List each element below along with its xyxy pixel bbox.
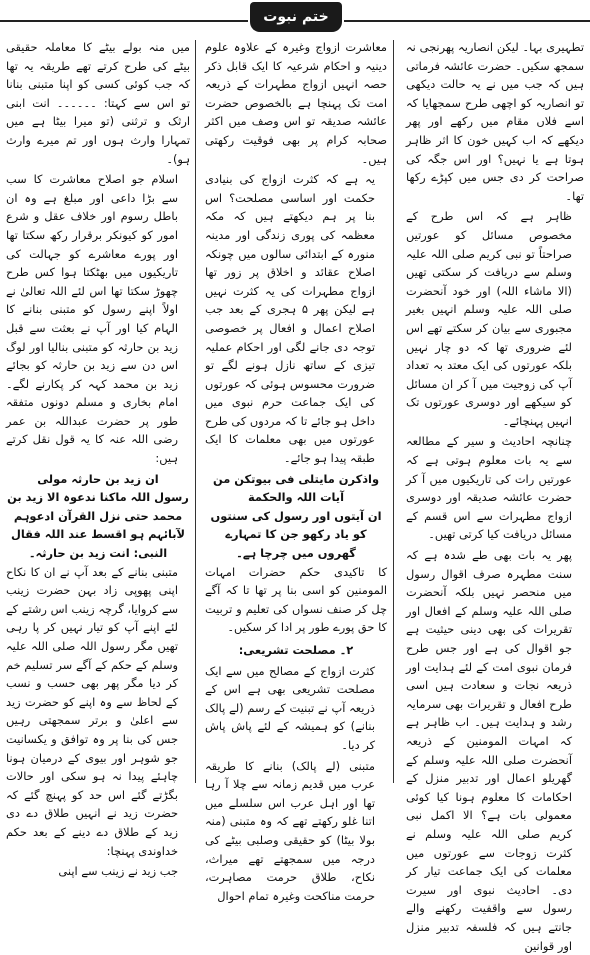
logo-text: ختم نبوت — [263, 9, 329, 25]
paragraph: کا تاکیدی حکم حضرات امہات المومنین کو اسی بنا پر تھا تا کہ آگے چل کر صنف نسواں کی تعلیم و تربیت کا حق پورے طور پر ادا کر سکیں۔ — [205, 564, 387, 635]
arabic-quote-line: لآبائہم ہو اقسط عند اللہ فقال — [10, 527, 186, 542]
page-header — [0, 0, 590, 36]
header-rule-left — [0, 20, 248, 22]
paragraph: متبنی (لے پالک) بنانے کا طریقہ عرب میں قدیم زمانہ سے چلا آ رہا تھا اور اہل عرب اس سلسلے میں اتنا غلو رکھتے تھے کہ وہ متبنی (منہ بولا بیٹا) کو حقیقی وصلبی بیٹے کی درجہ میں سمجھتے تھے میراث، نکاح، طلاق حرمت مصاہرت، حرمت مناکحت وغیرہ تمام احوال — [205, 758, 375, 903]
paragraph: چنانچہ احادیث و سیر کے مطالعہ سے یہ بات معلوم ہوتی ہے کہ عورتیں رات کی تاریکیوں میں آ کر حضرت عائشہ صدیقہ اور دوسری ازواج مطہرات سے اس قسم کے مسائل دریافت کیا کرتی تھیں۔ — [406, 434, 572, 542]
arabic-quote-line: ان زید بن حارثہ مولی — [37, 471, 159, 486]
paragraph: اسلام جو اصلاح معاشرت کا سب سے بڑا داعی اور مبلغ ہے وہ ان باطل رسوم اور خلاف عقل و شرع امور کو کیونکر برقرار رکھ سکتا تھا اور پورے معاشرے کو جہالت کی تاریکیوں میں بھٹکتا ہوا کس طرح چھوڑ سکتا تھا اس لئے اللہ تعالیٰ نے اولاً اپنے رسول کو متبنی بنانے کا الہام کیا اور آپ نے بعثت سے قبل زید بن حارثہ کو متبنی بنالیا اور لوگ اس دن سے زید بن حارثہ کو بجائے زید بن محمد کہہ کر پکارنے لگے۔ امام بخاری و مسلم دونوں متفقہ طور پر حضرت عبداللہ بن عمر رضی اللہ عنہ کا یہ قول نقل کرتے ہیں: — [6, 172, 178, 466]
paragraph: میں منہ بولے بیٹے کا معاملہ حقیقی بیٹے کی طرح کرتے تھے طریقہ یہ تھا کہ جب کوئی کسی کو اپنا متبنی بنانا تو اس سے کہتا: ۔۔۔۔۔۔ انت ابنی ارثک و ترثنی (تو میرا بیٹا ہے میں تمہارا وارث ہوں اور تم میرے وارث ہو)۔ — [6, 40, 190, 166]
paragraph: کثرت ازواج کے مصالح میں سے ایک مصلحت تشریعی بھی ہے اس کے ذریعہ آپ نے تبنیت کے رسم (لے پالک بنانے) کو ہمیشہ کے لئے پاش پاش کر دیا۔ — [205, 663, 375, 752]
quran-quote: واذکرن مایتلی فی بیوتکن من آیات اللہ والحکمة — [212, 471, 380, 505]
paragraph: یہ ہے کہ کثرت ازواج کی بنیادی حکمت اور اساسی مصلحت؟ اس بنا پر ہم دیکھتے ہیں کہ مکہ معظمہ کی پوری زندگی اور مدینہ منورہ کے ابتدائی سالوں میں چونکہ اصلاح عقائد و اخلاق پر زور تھا ازواج مطہرات کی یہ کثرت نہیں ہے لیکن پھر ۵ ہجری کے بعد جب اصلاح اعمال و افعال پر خصوصی توجہ دی جانے لگی اور احکام عملیہ تیزی کے ساتھ نازل ہونے لگے تو ضرورت محسوس ہوئی کہ عورتوں کی ایک جماعت حرم نبوی میں داخل ہو جائے تا کہ مردوں کی طرح عورتوں میں بھی معلمات کا ایک طبقہ پیدا ہو جائے۔ — [205, 172, 375, 466]
paragraph: ظاہر ہے کہ اس طرح کے مخصوص مسائل کو عورتیں صراحتاً تو نبی کریم صلی اللہ علیہ وسلم سے دریافت کر سکتی تھیں (الا ماشاء اللہ) اور خود آنحضرت صلی اللہ علیہ وسلم انہیں بغیر مجبوری سے بیان کر سکتے تھے اس لئے ضروری تھا کہ دو چار نہیں بلکہ عورتوں کی ایک معتد بہ تعداد آپ کی زوجیت میں آ کر ان مسائل کو سیکھے اور دوسری عورتوں تک انہیں پہنچائے۔ — [406, 209, 572, 428]
arabic-quote-line: النبی: انت زید بن حارثہ۔ — [28, 546, 168, 561]
column-divider — [393, 40, 394, 783]
header-rule-right — [344, 20, 590, 22]
arabic-quote-line: محمد حتی نزل القرآن ادعوہم — [13, 508, 183, 523]
column-left — [6, 38, 190, 879]
paragraph: متبنی بنانے کے بعد آپ نے ان کا نکاح اپنی پھوپی زاد بہن حضرت زینب سے کروایا، گرچہ زینب اس رشتے کے لئے اپنے آپ کو تیار نہیں کر پا رہی تھیں مگر رسول اللہ صلی اللہ علیہ وسلم کے حکم کے آگے سر تسلیم خم کر دیا مگر پھر بھی حسب و نسب کے لحاظ سے وہ اپنے کو حضرت زید سے اعلیٰ و برتر سمجھتی رہیں جس کی بنا پر وہ توافق و یکسانیت جو شوہر اور بیوی کے درمیان ہونا چاہئے پیدا نہ ہو سکی اور حالات بگڑتے گئے اس حد کو پہنچ گئے کہ حضرت زید نے انہیں طلاق دے دی زید کے طلاق دے دینے کے بعد حکم خداوندی پہنچا: — [6, 564, 178, 858]
magazine-logo — [250, 2, 342, 32]
column-right — [406, 38, 584, 953]
quote-translation: ان آیتوں اور رسول کی سنتوں کو یاد رکھو جن کا تمہارے گھروں میں چرچا ہے۔ — [210, 508, 382, 561]
column-middle — [205, 38, 387, 903]
paragraph: پھر یہ بات بھی طے شدہ ہے کہ سنت مطہرہ صرف اقوال رسول میں منحصر نہیں بلکہ آنحضرت صلی اللہ علیہ وسلم کے افعال اور تقریرات کی بھی دینی حیثیت ہے جو اقوال کی ہے اور جس طرح فرمان نبوی امت کے لئے ہدایت اور ذریعہ نجات و سعادت ہیں اسی طرح افعال و تقریرات بھی سرمایہ رشد و ہدایت ہیں۔ اب ظاہر ہے کہ امہات المومنین کے ذریعہ آنحضرت صلی اللہ علیہ وسلم کے گھریلو اعمال اور تدبیر منزل کے احکامات کا معلوم ہونا کیا کوئی معمولی بات ہے؟ الا اکمل نبی کریم صلی اللہ علیہ وسلم نے کثرت زوجات سے عورتوں میں معلمات کی ایک جماعت تیار کر دی۔ احادیث نبوی اور سیرت رسول سے واقفیت رکھنے والے جانتے ہیں کہ فلسفہ تدبیر منزل اور قوانین — [406, 548, 572, 953]
paragraph: معاشرت ازواج وغیرہ کے علاوہ علوم دینیہ و احکام شرعیہ کا ایک قابل ذکر حصہ انہیں ازواج مطہرات کے ذریعہ امت تک پہنچا ہے بالخصوص حضرت عائشہ صدیقہ تو اس وصف میں اکثر صحابہ کرام پر بھی فوقیت رکھتی ہیں۔ — [205, 40, 387, 166]
paragraph: جب زید نے زینب سے اپنی — [58, 864, 178, 879]
column-divider — [195, 40, 196, 783]
arabic-quote-line: رسول اللہ ماکنا ندعوہ الا زید بن — [7, 490, 189, 505]
paragraph: تطہیری بہا۔ لیکن انصاریہ پھرنجی نہ سمجھ سکیں۔ حضرت عائشہ فرماتی ہیں کہ جب میں نے یہ حالت دیکھی تو انصاریہ کو اچھی طرح سمجھایا کہ اسے فلاں مقام میں رکھے اور پھر دیکھے کہ اب کہیں خون کا اثر ظاہر ہوتا ہے یا نہیں؟ اور اس جگہ کی صراحت کر دی جس میں کپڑے رکھا تھا۔ — [406, 40, 584, 203]
section-heading: ۲۔ مصلحت تشریعی: — [238, 643, 354, 657]
